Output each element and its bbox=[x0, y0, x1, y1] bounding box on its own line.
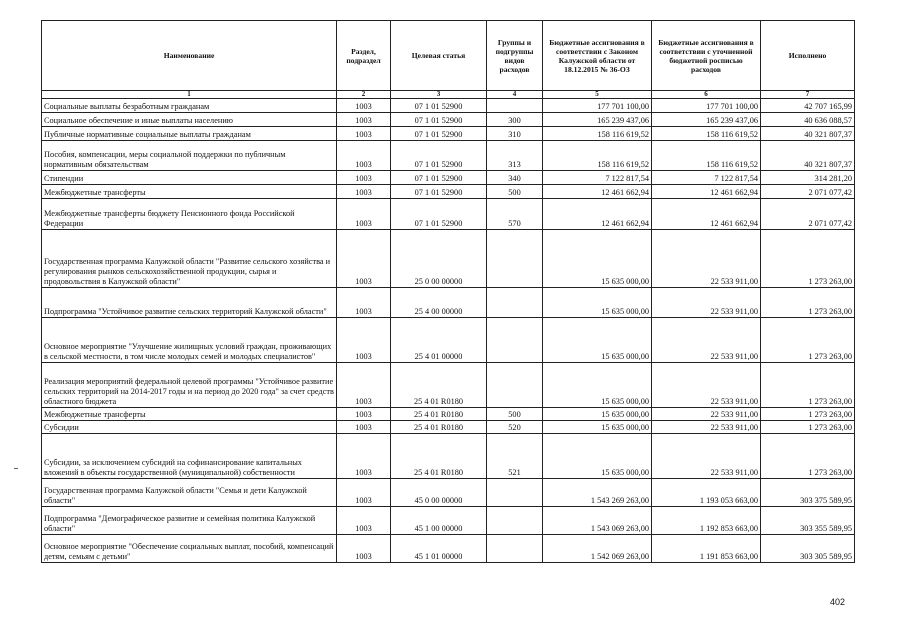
row-law: 15 635 000,00 bbox=[543, 288, 652, 318]
row-group bbox=[487, 288, 543, 318]
row-target: 07 1 01 52900 bbox=[391, 199, 487, 230]
row-target: 07 1 01 52900 bbox=[391, 141, 487, 171]
row-group: 521 bbox=[487, 434, 543, 479]
row-updated: 1 193 053 663,00 bbox=[652, 479, 761, 507]
row-target: 07 1 01 52900 bbox=[391, 113, 487, 127]
row-law: 15 635 000,00 bbox=[543, 408, 652, 421]
row-section: 1003 bbox=[337, 171, 391, 185]
row-target: 45 0 00 00000 bbox=[391, 479, 487, 507]
row-executed: 303 305 589,95 bbox=[761, 535, 855, 563]
row-executed: 2 071 077,42 bbox=[761, 199, 855, 230]
row-name: Реализация мероприятий федеральной целевой программы "Устойчивое развитие сельских территорий на 2014-2017 годы и на период до 2020 года" за счет средств областного бюджета bbox=[42, 363, 337, 408]
row-name: Межбюджетные трансферты бюджету Пенсионного фонда Российской Федерации bbox=[42, 199, 337, 230]
row-group: 500 bbox=[487, 408, 543, 421]
row-target: 25 4 00 00000 bbox=[391, 288, 487, 318]
row-executed: 40 636 088,57 bbox=[761, 113, 855, 127]
margin-mark bbox=[14, 468, 18, 469]
row-updated: 165 239 437,06 bbox=[652, 113, 761, 127]
column-number-row bbox=[42, 91, 855, 99]
header-executed: Исполнено bbox=[761, 21, 855, 91]
row-group: 500 bbox=[487, 185, 543, 199]
row-name: Социальное обеспечение и иные выплаты населению bbox=[42, 113, 337, 127]
budget-table bbox=[41, 20, 855, 563]
row-group: 300 bbox=[487, 113, 543, 127]
row-target: 07 1 01 52900 bbox=[391, 127, 487, 141]
row-law: 158 116 619,52 bbox=[543, 141, 652, 171]
row-updated: 22 533 911,00 bbox=[652, 318, 761, 363]
row-group: 520 bbox=[487, 421, 543, 434]
row-section: 1003 bbox=[337, 113, 391, 127]
row-executed: 1 273 263,00 bbox=[761, 434, 855, 479]
row-target: 25 4 01 R0180 bbox=[391, 421, 487, 434]
table-row bbox=[42, 230, 855, 288]
table-row bbox=[42, 434, 855, 479]
row-name: Основное мероприятие "Обеспечение социальных выплат, пособий, компенсаций детям, семьям с детьми" bbox=[42, 535, 337, 563]
row-law: 15 635 000,00 bbox=[543, 363, 652, 408]
row-updated: 22 533 911,00 bbox=[652, 363, 761, 408]
table-row bbox=[42, 141, 855, 171]
column-number: 7 bbox=[761, 91, 855, 99]
row-law: 177 701 100,00 bbox=[543, 99, 652, 113]
row-section: 1003 bbox=[337, 199, 391, 230]
row-executed: 1 273 263,00 bbox=[761, 288, 855, 318]
row-section: 1003 bbox=[337, 421, 391, 434]
row-name: Межбюджетные трансферты bbox=[42, 408, 337, 421]
row-name: Основное мероприятие "Улучшение жилищных условий граждан, проживающих в сельской местности, в том числе молодых семей и молодых специалистов" bbox=[42, 318, 337, 363]
row-target: 07 1 01 52900 bbox=[391, 185, 487, 199]
row-section: 1003 bbox=[337, 535, 391, 563]
row-executed: 40 321 807,37 bbox=[761, 127, 855, 141]
row-target: 45 1 00 00000 bbox=[391, 507, 487, 535]
row-executed: 1 273 263,00 bbox=[761, 363, 855, 408]
row-group: 310 bbox=[487, 127, 543, 141]
row-section: 1003 bbox=[337, 434, 391, 479]
row-updated: 177 701 100,00 bbox=[652, 99, 761, 113]
row-name: Государственная программа Калужской области "Семья и дети Калужской области" bbox=[42, 479, 337, 507]
row-group bbox=[487, 507, 543, 535]
row-group bbox=[487, 99, 543, 113]
table-row bbox=[42, 408, 855, 421]
row-section: 1003 bbox=[337, 99, 391, 113]
row-group: 570 bbox=[487, 199, 543, 230]
column-number: 6 bbox=[652, 91, 761, 99]
row-name: Пособия, компенсации, меры социальной поддержки по публичным нормативным обязательствам bbox=[42, 141, 337, 171]
row-updated: 12 461 662,94 bbox=[652, 185, 761, 199]
header-target: Целевая статья bbox=[391, 21, 487, 91]
row-group bbox=[487, 363, 543, 408]
row-name: Субсидии bbox=[42, 421, 337, 434]
header-groups: Группы и подгруппы видов расходов bbox=[487, 21, 543, 91]
table-row bbox=[42, 318, 855, 363]
table-row bbox=[42, 127, 855, 141]
row-name: Субсидии, за исключением субсидий на софинансирование капитальных вложений в объекты государственной (муниципальной) собственности bbox=[42, 434, 337, 479]
row-target: 25 4 01 R0180 bbox=[391, 363, 487, 408]
header-law: Бюджетные ассигнования в соответствии с Законом Калужской области от 18.12.2015 № 36-ОЗ bbox=[543, 21, 652, 91]
page-number: 402 bbox=[830, 597, 846, 607]
row-section: 1003 bbox=[337, 288, 391, 318]
row-law: 1 543 269 263,00 bbox=[543, 479, 652, 507]
row-section: 1003 bbox=[337, 363, 391, 408]
row-section: 1003 bbox=[337, 318, 391, 363]
row-section: 1003 bbox=[337, 408, 391, 421]
table-row bbox=[42, 199, 855, 230]
row-executed: 42 707 165,99 bbox=[761, 99, 855, 113]
row-updated: 158 116 619,52 bbox=[652, 141, 761, 171]
row-updated: 22 533 911,00 bbox=[652, 230, 761, 288]
row-target: 07 1 01 52900 bbox=[391, 99, 487, 113]
table-row bbox=[42, 171, 855, 185]
row-updated: 12 461 662,94 bbox=[652, 199, 761, 230]
row-law: 15 635 000,00 bbox=[543, 318, 652, 363]
row-executed: 303 355 589,95 bbox=[761, 507, 855, 535]
row-section: 1003 bbox=[337, 127, 391, 141]
row-updated: 22 533 911,00 bbox=[652, 434, 761, 479]
row-section: 1003 bbox=[337, 185, 391, 199]
row-updated: 22 533 911,00 bbox=[652, 421, 761, 434]
row-updated: 158 116 619,52 bbox=[652, 127, 761, 141]
row-law: 15 635 000,00 bbox=[543, 434, 652, 479]
row-name: Социальные выплаты безработным гражданам bbox=[42, 99, 337, 113]
table-row bbox=[42, 363, 855, 408]
row-target: 25 4 01 R0180 bbox=[391, 408, 487, 421]
row-executed: 1 273 263,00 bbox=[761, 421, 855, 434]
column-number: 4 bbox=[487, 91, 543, 99]
row-section: 1003 bbox=[337, 507, 391, 535]
row-name: Государственная программа Калужской области "Развитие сельского хозяйства и регулирования рынков сельскохозяйственной продукции, сырья и продовольствия в Калужской области" bbox=[42, 230, 337, 288]
column-number: 1 bbox=[42, 91, 337, 99]
row-executed: 1 273 263,00 bbox=[761, 318, 855, 363]
row-executed: 314 281,20 bbox=[761, 171, 855, 185]
row-law: 12 461 662,94 bbox=[543, 199, 652, 230]
row-law: 1 542 069 263,00 bbox=[543, 535, 652, 563]
row-law: 158 116 619,52 bbox=[543, 127, 652, 141]
table-row bbox=[42, 479, 855, 507]
table-row bbox=[42, 507, 855, 535]
row-updated: 1 191 853 663,00 bbox=[652, 535, 761, 563]
header-updated: Бюджетные ассигнования в соответствии с уточненной бюджетной росписью расходов bbox=[652, 21, 761, 91]
row-law: 1 543 069 263,00 bbox=[543, 507, 652, 535]
header-section: Раздел, подраздел bbox=[337, 21, 391, 91]
row-section: 1003 bbox=[337, 141, 391, 171]
row-law: 165 239 437,06 bbox=[543, 113, 652, 127]
row-group bbox=[487, 479, 543, 507]
row-section: 1003 bbox=[337, 230, 391, 288]
row-group bbox=[487, 230, 543, 288]
row-updated: 1 192 853 663,00 bbox=[652, 507, 761, 535]
row-target: 25 4 01 R0180 bbox=[391, 434, 487, 479]
row-target: 25 4 01 00000 bbox=[391, 318, 487, 363]
row-group: 340 bbox=[487, 171, 543, 185]
row-section: 1003 bbox=[337, 479, 391, 507]
row-updated: 7 122 817,54 bbox=[652, 171, 761, 185]
table-row bbox=[42, 535, 855, 563]
column-number: 5 bbox=[543, 91, 652, 99]
row-executed: 1 273 263,00 bbox=[761, 230, 855, 288]
column-number: 3 bbox=[391, 91, 487, 99]
row-law: 12 461 662,94 bbox=[543, 185, 652, 199]
row-law: 15 635 000,00 bbox=[543, 230, 652, 288]
row-target: 07 1 01 52900 bbox=[391, 171, 487, 185]
row-group bbox=[487, 318, 543, 363]
column-number: 2 bbox=[337, 91, 391, 99]
row-executed: 40 321 807,37 bbox=[761, 141, 855, 171]
row-target: 25 0 00 00000 bbox=[391, 230, 487, 288]
row-group: 313 bbox=[487, 141, 543, 171]
table-row bbox=[42, 185, 855, 199]
table-row bbox=[42, 113, 855, 127]
row-executed: 2 071 077,42 bbox=[761, 185, 855, 199]
row-updated: 22 533 911,00 bbox=[652, 288, 761, 318]
table-row bbox=[42, 288, 855, 318]
row-law: 15 635 000,00 bbox=[543, 421, 652, 434]
row-name: Подпрограмма "Устойчивое развитие сельских территорий Калужской области" bbox=[42, 288, 337, 318]
row-target: 45 1 01 00000 bbox=[391, 535, 487, 563]
row-executed: 1 273 263,00 bbox=[761, 408, 855, 421]
header-row bbox=[42, 21, 855, 91]
row-name: Подпрограмма "Демографическое развитие и семейная политика Калужской области" bbox=[42, 507, 337, 535]
row-executed: 303 375 589,95 bbox=[761, 479, 855, 507]
table-row bbox=[42, 421, 855, 434]
row-name: Стипендии bbox=[42, 171, 337, 185]
table-row bbox=[42, 99, 855, 113]
row-name: Межбюджетные трансферты bbox=[42, 185, 337, 199]
row-updated: 22 533 911,00 bbox=[652, 408, 761, 421]
row-group bbox=[487, 535, 543, 563]
header-name: Наименование bbox=[42, 21, 337, 91]
row-name: Публичные нормативные социальные выплаты гражданам bbox=[42, 127, 337, 141]
row-law: 7 122 817,54 bbox=[543, 171, 652, 185]
